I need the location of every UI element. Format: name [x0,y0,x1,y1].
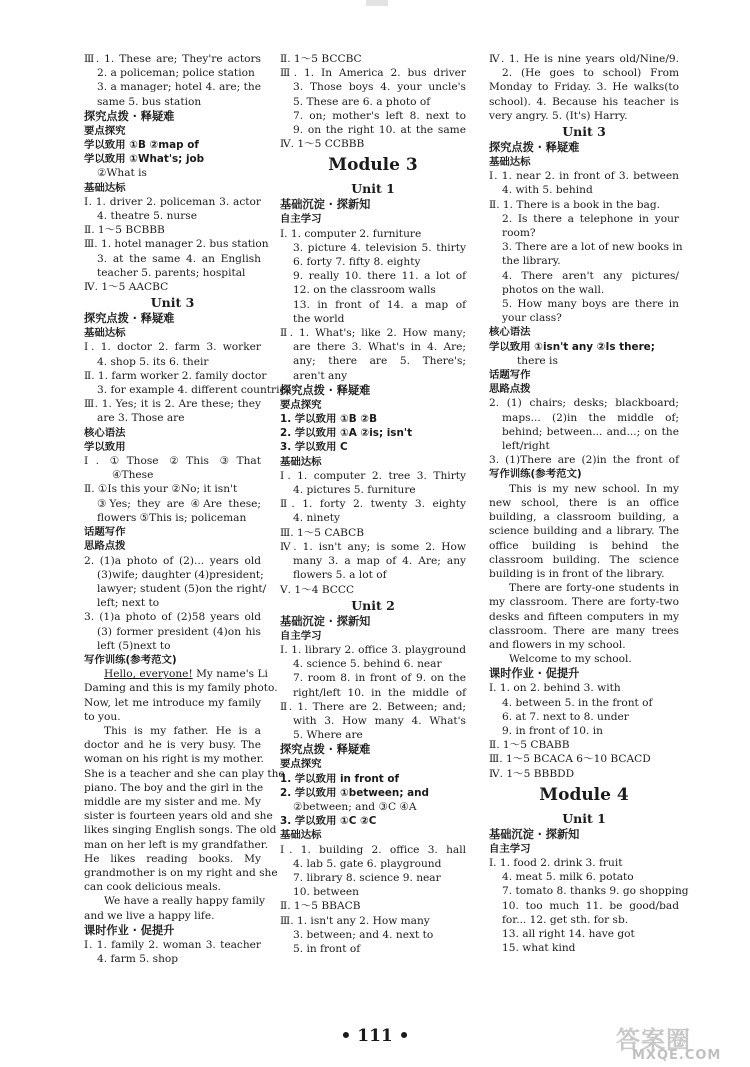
answer-line: ②What is [97,167,147,180]
answer-line: This is my father. He is a [104,724,261,737]
subsection-label: 2. 学以致用 ①between; and [280,786,429,799]
subsection-label: 基础达标 [280,455,322,468]
watermark-url: MXQE.COM [632,1048,722,1063]
answer-line: 3. There are a lot of new books in [502,241,683,254]
answer-line: 12. on the classroom walls [293,284,436,297]
subsection-label: 基础达标 [280,829,322,842]
answer-line: are there 3. What's in 4. Are; [293,341,466,354]
subsection-label: 要点探究 [280,758,322,771]
answer-line: 15. what kind [502,942,576,955]
answer-line: Ⅳ. 1. He is nine years old/Nine/9. [489,53,679,65]
answer-line: Ⅲ. 1～5 BCACA 6～10 BCACD [489,753,651,766]
answer-line: classroom. There are many trees [489,624,679,637]
subsection-label: 思路点拨 [84,540,126,553]
subsection-label: 要点探究 [280,398,322,411]
answer-line: Ⅰ. 1. near 2. in front of 3. between [489,170,679,183]
subsection-label: 写作训练(参考范文) [84,653,177,666]
subsection-label: 学以致用 ①isn't any ②Is there; [489,340,655,353]
answer-line: Ⅱ. 1～5 BBACB [280,900,361,913]
answer-line: lawyer; student (5)on the right/ [97,582,267,595]
answer-line: Ⅰ. 1. building 2. office 3. hall [280,843,466,856]
answer-line: ②between; and ③C ④A [293,800,417,813]
answer-line: there is [517,354,558,367]
answer-line: This is my new school. In my [509,482,679,495]
answer-line: (3)wife; daughter (4)president; [97,568,264,581]
answer-line: 5. Where are [293,729,363,742]
answer-line: Ⅳ. 1～5 BBBDD [489,767,575,780]
answer-line: 4. lab 5. gate 6. playground [293,857,442,870]
answer-line: 4. There aren't any pictures/ [502,269,679,282]
answer-line: Ⅲ. 1～5 CABCB [280,526,365,539]
answer-line: 3. Those boys 4. your uncle's [293,81,466,94]
answer-line: same 5. bus station [97,95,202,108]
answer-line: Monday to Friday. 3. He walks(to [489,81,679,94]
subsection-label: 写作训练(参考范文) [489,468,582,481]
answer-line: desks and fifteen computers in my [489,610,679,623]
answer-line: 2. (1)a photo of (2)... years old [84,554,261,567]
answer-line: 3. a manager; hotel 4. are; the [97,81,261,94]
unit-heading: Unit 3 [562,124,606,140]
answer-line: 7. library 8. science 9. near [293,871,441,884]
subsection-label: 思路点拨 [489,383,531,396]
answer-line: new school, there is an office [489,496,679,509]
module-heading: Module 3 [328,155,418,176]
answer-line: 3. (1)a photo of (2)58 years old [84,611,261,624]
answer-line: Ⅱ. 1～5 BCCBC [280,53,362,65]
answer-line: very angry. 5. (It's) Harry. [489,109,628,122]
answer-line: 2. Is there a telephone in your [502,212,679,225]
answer-line: 7. room 8. in front of 9. on the [293,672,466,685]
answer-line: teacher 5. parents; hospital [97,266,246,279]
answer-line: Ⅰ. 1. family 2. woman 3. teacher [84,938,261,951]
answer-line: Ⅰ. 1. computer 2. tree 3. Thirty [280,469,466,482]
subsection-label: 核心语法 [84,426,126,439]
subsection-label: 自主学习 [280,213,322,226]
answer-line: with 3. How many 4. What's [293,714,466,727]
section-heading: 探究点拨 · 释疑难 [489,141,580,155]
answer-line: piano. The boy and the girl in the [84,781,264,794]
answer-line: left/right [502,440,550,453]
answer-line: left (5)next to [97,639,171,652]
subsection-label: 话题写作 [84,526,126,539]
answer-line: 10. too much 11. be good/bad [502,899,679,912]
answer-line: right/left 10. in the middle of [293,686,466,699]
unit-heading: Unit 1 [351,181,395,197]
answer-line: Ⅳ. 1～5 CCBBB [280,138,365,151]
answer-line: 5. in front of [293,942,361,955]
answer-line: and flowers in my school. [489,638,626,651]
answer-line: photos on the wall. [502,283,605,296]
answer-line: 4. farm 5. shop [97,952,179,965]
answer-line: my classroom. There are forty-two [489,596,679,609]
answer-line: behind; between... and...; on the [502,425,679,438]
answer-line: middle are my sister and me. My [84,795,261,808]
answer-line: Ⅱ. 1～5 BCBBB [84,224,165,237]
answer-line: flowers ⑤This is; policeman [97,511,247,524]
answer-column-2 [280,52,466,956]
watermark-logo [612,1020,748,1066]
answer-line: Ⅱ. 1. farm worker 2. family doctor [84,369,267,382]
answer-line: Daming and this is my family photo. [84,682,278,695]
answer-line: room? [502,227,536,240]
answer-line: Ⅲ. 1. Yes; it is 2. Are these; they [84,398,261,411]
answer-column-1 [84,52,292,966]
answer-line: 4. between 5. in the front of [502,696,653,709]
answer-line: left; next to [97,597,160,610]
subsection-label: 3. 学以致用 ①C ②C [280,815,377,828]
answer-line: 4. theatre 5. nurse [97,210,197,223]
answer-line: We have a really happy family [104,895,265,908]
answer-line: 10. between [293,886,359,899]
unit-heading: Unit 3 [150,295,195,311]
section-heading: 课时作业 · 促提升 [84,923,175,937]
watermark-text: 答案圈 [616,1026,691,1054]
answer-line: science building and a library. The [489,525,679,538]
answer-line: 9. in front of 10. in [502,724,603,737]
answer-line: 2. (1) chairs; desks; blackboard; [489,397,679,410]
unit-heading: Unit 1 [562,810,606,826]
answer-line: 3. (1)There are (2)in the front of [489,454,679,467]
subsection-label: 1. 学以致用 in front of [280,772,399,785]
section-heading: 探究点拨 · 释疑难 [84,109,175,123]
answer-line: Ⅰ. 1. library 2. office 3. playground [280,643,466,656]
greeting-underline: Hello, everyone! [104,668,193,681]
answer-line: Ⅰ. 1. food 2. drink 3. fruit [489,856,623,869]
page-number: • 111 • [340,1026,410,1046]
answer-line: 3. for example 4. different countries [97,384,292,397]
section-heading: 探究点拨 · 释疑难 [280,743,371,757]
subsection-label: 学以致用 ①What's; job [84,153,205,166]
answer-line: 7. tomato 8. thanks 9. go shopping [502,885,689,898]
subsection-label: 基础达标 [84,181,126,194]
section-heading: 探究点拨 · 释疑难 [84,312,175,326]
answer-line: the library. [502,255,561,268]
subsection-label: 自主学习 [280,629,322,642]
section-heading: 基础沉淀 · 探新知 [280,614,371,628]
answer-line: likes singing English songs. The old [84,824,277,837]
answer-line: for... 12. get sth. for sb. [502,913,629,926]
subsection-label: 基础达标 [489,156,531,169]
answer-line: the world [293,312,345,325]
answer-line: flowers 5. a lot of [293,569,387,582]
top-edge-mark [366,0,388,6]
answer-line: Ⅳ. 1. isn't any; is some 2. How [280,540,466,553]
answer-line: Ⅴ. 1～4 BCCC [280,583,355,596]
answer-line: woman on his right is my mother. [84,753,264,766]
unit-heading: Unit 2 [351,597,395,613]
answer-line: 4. ninety [293,512,341,525]
answer-line: 3. between; and 4. next to [293,928,434,941]
subsection-label: 要点探究 [84,124,126,137]
answer-line: your class? [502,312,562,325]
subsection-label: 自主学习 [489,842,531,855]
answer-line: 2. (He goes to school) From [502,67,679,80]
subsection-label: 核心语法 [489,326,531,339]
answer-line: 2. a policeman; police station [97,67,255,80]
answer-line: She is a teacher and she can play the [84,767,285,780]
answer-line: school). 4. Because his teacher is [489,95,679,108]
subsection-label: 话题写作 [489,369,531,382]
answer-line: (3) former president (4)on his [97,625,261,638]
module-heading: Module 4 [539,784,629,805]
answer-line: 13. in front of 14. a map of [293,298,466,311]
section-heading: 基础沉淀 · 探新知 [280,198,371,212]
section-heading: 探究点拨 · 释疑难 [280,383,371,397]
answer-line: many 3. a map of 4. Are; any [293,555,466,568]
answer-line: 13. all right 14. have got [502,927,635,940]
answer-line: sister is fourteen years old and she [84,810,273,823]
answer-line: 9. on the right 10. at the same [293,124,466,137]
answer-line: building, a classroom building, a [489,511,679,524]
answer-line: aren't any [293,369,348,382]
section-heading: 课时作业 · 促提升 [489,667,580,681]
answer-line: man on her left is my grandfather. [84,838,269,851]
answer-line: 6. forty 7. fifty 8. eighty [293,256,421,269]
answer-line: maps... (2)in the middle of; [502,411,679,424]
subsection-label: 2. 学以致用 ①A ②is; isn't [280,427,413,440]
answer-line: office building is behind the [489,539,679,552]
answer-line: Ⅲ. 1. These are; They're actors [84,53,261,65]
section-heading: 基础沉淀 · 探新知 [489,827,580,841]
answer-line: 3. picture 4. television 5. thirty [293,241,466,254]
answer-line: Ⅰ. 1. doctor 2. farm 3. worker [84,341,261,354]
answer-line: Ⅰ. 1. on 2. behind 3. with [489,682,621,695]
subsection-label: 3. 学以致用 C [280,441,348,454]
answer-line: Ⅳ. 1～5 AACBC [84,281,169,294]
answer-line: 4. meat 5. milk 6. potato [502,871,634,884]
answer-line: Ⅱ. 1～5 CBABB [489,739,570,752]
answer-line: 3. at the same 4. an English [97,252,261,265]
subsection-label: 学以致用 ①B ②map of [84,139,199,152]
subsection-label: 1. 学以致用 ①B ②B [280,413,378,426]
answer-line: ④These [112,469,154,482]
answer-line: Ⅱ. ①Is this your ②No; it isn't [84,483,238,496]
answer-line: 5. How many boys are there in [502,298,679,311]
answer-line: classroom building. The science [489,553,679,566]
answer-line: to you. [84,710,121,723]
answer-line: There are forty-one students in [509,582,679,595]
answer-line: Ⅰ. 1. driver 2. policeman 3. actor [84,195,261,208]
answer-line: Hello, everyone! My name's Li [104,668,268,681]
answer-line: doctor and he is very busy. The [84,739,261,752]
answer-line: Ⅱ. 1. There is a book in the bag. [489,198,661,211]
answer-line: can cook delicious meals. [84,881,221,894]
answer-line: are 3. Those are [97,412,185,425]
answer-line: 4. science 5. behind 6. near [293,658,442,671]
answer-line: 5. These are 6. a photo of [293,95,431,108]
answer-line: Ⅲ. 1. isn't any 2. How many [280,914,430,927]
answer-line: ③Yes; they are ④Are these; [97,497,261,510]
answer-line: Ⅱ. 1. What's; like 2. How many; [280,327,466,340]
answer-line: Welcome to my school. [509,653,632,666]
answer-line: Ⅱ. 1. forty 2. twenty 3. eighty [280,498,466,511]
answer-line: grandmother is on my right and she [84,866,278,879]
answer-line: Ⅰ. ①Those ②This ③That [84,455,261,468]
answer-line: Ⅱ. 1. There are 2. Between; and; [280,700,466,713]
subsection-label: 学以致用 [84,440,126,453]
answer-line: 7. on; mother's left 8. next to [293,109,466,122]
answer-line: building is in front of the library. [489,567,665,580]
answer-line: Ⅲ. 1. In America 2. bus driver [280,67,466,80]
answer-line: and we live a happy life. [84,909,215,922]
answer-line: any; there are 5. There's; [293,355,466,368]
subsection-label: 基础达标 [84,327,126,340]
answer-line: Ⅰ. 1. computer 2. furniture [280,227,422,240]
answer-line: 6. at 7. next to 8. under [502,710,629,723]
answer-line: He likes reading books. My [84,852,261,865]
answer-column-3 [489,52,689,955]
answer-line: 4. with 5. behind [502,184,593,197]
answer-line: Now, let me introduce my family [84,696,261,709]
answer-line: 4. pictures 5. furniture [293,484,416,497]
answer-line: 4. shop 5. its 6. their [97,355,209,368]
answer-line: Ⅲ. 1. hotel manager 2. bus station [84,238,269,251]
answer-line: 9. really 10. there 11. a lot of [293,270,466,283]
